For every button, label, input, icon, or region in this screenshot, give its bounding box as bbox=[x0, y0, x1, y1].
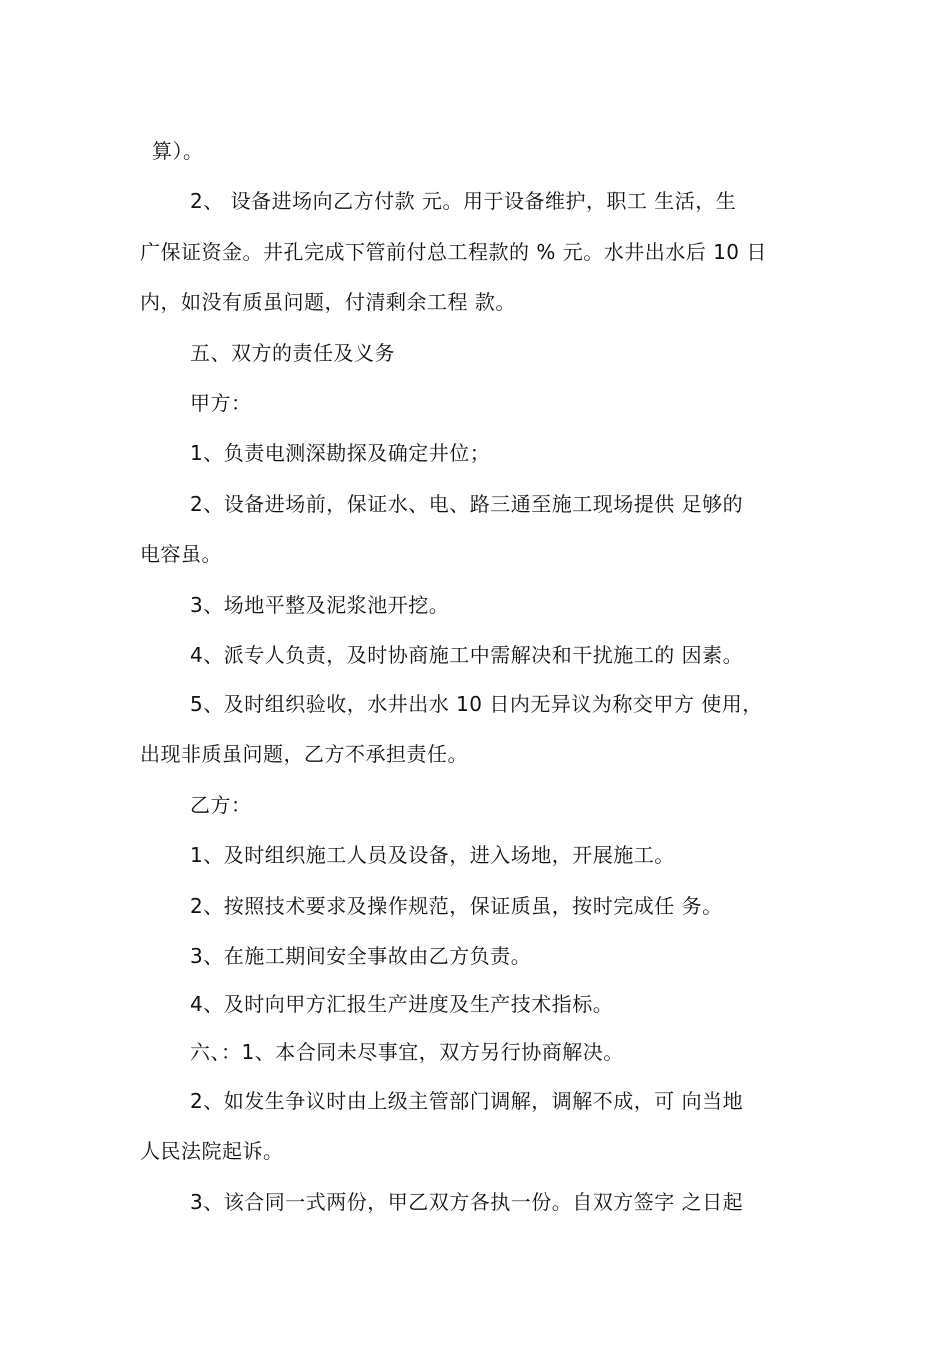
text-line: 4、及时向甲方汇报生产进度及生产技术指标。 bbox=[190, 992, 614, 1016]
text-line: 2、按照技术要求及操作规范，保证质虽，按时完成任 务。 bbox=[190, 894, 723, 918]
text-line: 2、 设备进场向乙方付款 元。用于设备维护，职工 生活，生 bbox=[190, 189, 737, 213]
section-heading: 六、：1、本合同未尽事宜，双方另行协商解决。 bbox=[190, 1040, 624, 1064]
section-heading: 五、双方的责任及义务 bbox=[190, 341, 395, 365]
text-line: 5、及时组织验收，水井出水 10 日内无异议为称交甲方 使用， bbox=[190, 692, 763, 716]
text-line: 4、派专人负责，及时协商施工中需解决和干扰施工的 因素。 bbox=[190, 643, 744, 667]
text-line: 出现非质虽问题，乙方不承担责任。 bbox=[140, 742, 468, 766]
text-line: 2、如发生争议时由上级主管部门调解，调解不成，可 向当地 bbox=[190, 1089, 744, 1113]
text-line: 算）。 bbox=[152, 139, 204, 163]
party-heading: 乙方： bbox=[190, 793, 252, 817]
text-line: 内，如没有质虽问题，付清剩余工程 款。 bbox=[140, 290, 516, 314]
text-line: 1、及时组织施工人员及设备，进入场地，开展施工。 bbox=[190, 843, 675, 867]
text-line: 2、设备进场前，保证水、电、路三通至施工现场提供 足够的 bbox=[190, 492, 744, 516]
text-line: 电容虽。 bbox=[140, 542, 222, 566]
party-heading: 甲方： bbox=[190, 391, 252, 415]
text-line: 3、场地平整及泥浆池开挖。 bbox=[190, 593, 450, 617]
text-line: 人民法院起诉。 bbox=[140, 1139, 284, 1163]
text-line: 3、在施工期间安全事故由乙方负责。 bbox=[190, 944, 532, 968]
text-line: 广保证资金。井孔完成下管前付总工程款的 % 元。水井出水后 10 日 bbox=[140, 240, 767, 264]
text-line: 1、负责电测深勘探及确定井位； bbox=[190, 441, 491, 465]
text-line: 3、该合同一式两份，甲乙双方各执一份。自双方签字 之日起 bbox=[190, 1190, 744, 1214]
